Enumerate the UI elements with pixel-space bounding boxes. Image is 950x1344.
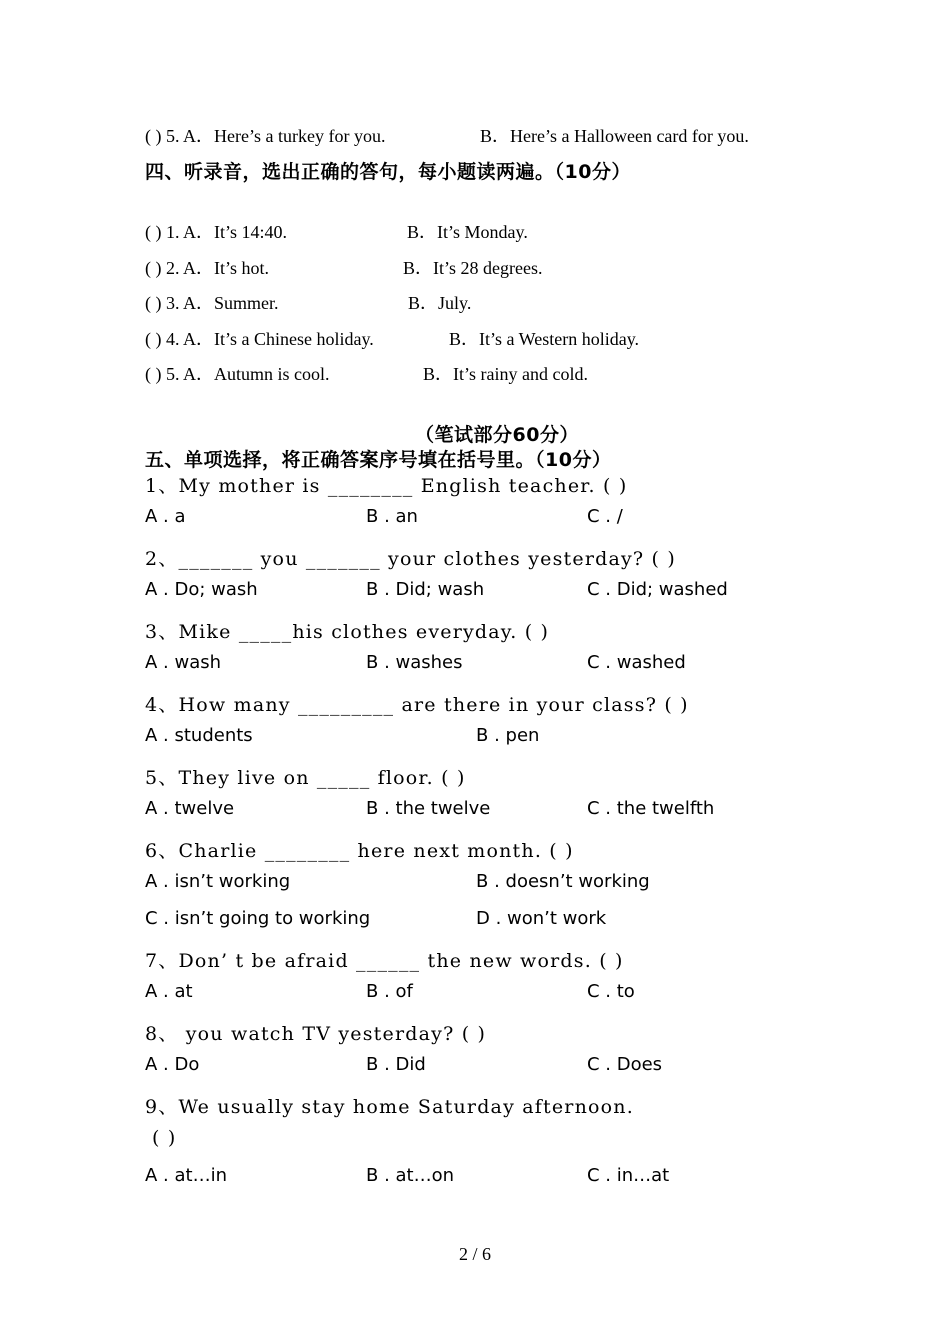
q7-option-b: B . of — [366, 981, 413, 1002]
listening-item-2-option-b: B．It’s 28 degrees. — [403, 258, 543, 278]
question-7: 7、Don’ t be afraid ______ the new words. ( ) — [145, 950, 624, 972]
answer-paren[interactable]: ( ) — [145, 258, 162, 278]
question-9: 9、We usually stay home Saturday afternoon. — [145, 1096, 634, 1118]
option-a: 2. A．It’s hot. — [166, 258, 270, 278]
written-part-title: （笔试部分60分） — [415, 424, 579, 446]
q2-option-b: B . Did; wash — [366, 579, 485, 600]
q9-option-a: A . at…in — [145, 1165, 227, 1186]
question-8: 8、 you watch TV yesterday? ( ) — [145, 1023, 487, 1045]
answer-paren[interactable]: ( ) — [145, 222, 162, 242]
answer-paren[interactable]: ( ) — [145, 364, 162, 384]
q3-option-a: A . wash — [145, 652, 222, 673]
option-a: 5. A．Autumn is cool. — [166, 364, 330, 384]
q2-option-a: A . Do; wash — [145, 579, 258, 600]
listening-item-5-option-b: B．It’s rainy and cold. — [423, 364, 588, 384]
q6-option-d: D . won’t work — [476, 908, 607, 929]
prev-question-5-option-b: B．Here’s a Halloween card for you. — [480, 126, 749, 146]
listening-item-4 — [145, 325, 374, 351]
listening-item-1 — [145, 218, 287, 244]
listening-item-2 — [145, 254, 269, 280]
q3-option-c: C . washed — [587, 652, 686, 673]
q4-option-a: A . students — [145, 725, 253, 746]
q6-option-c: C . isn’t going to working — [145, 908, 371, 929]
option-a: 3. A．Summer. — [166, 293, 279, 313]
q8-option-a: A . Do — [145, 1054, 200, 1075]
q8-option-c: C . Does — [587, 1054, 663, 1075]
q5-option-c: C . the twelfth — [587, 798, 715, 819]
listening-item-5 — [145, 360, 330, 386]
answer-paren[interactable]: ( ) — [145, 293, 162, 313]
question-3: 3、Mike _____his clothes everyday. ( ) — [145, 621, 550, 643]
q9-option-b: B . at…on — [366, 1165, 455, 1186]
q1-option-b: B . an — [366, 506, 418, 527]
q5-option-a: A . twelve — [145, 798, 235, 819]
listening-item-1-option-b: B．It’s Monday. — [407, 222, 528, 242]
question-5: 5、They live on _____ floor. ( ) — [145, 767, 466, 789]
option-a: 5. A．Here’s a turkey for you. — [166, 126, 386, 146]
q9-answer-paren[interactable]: ( ) — [152, 1127, 177, 1149]
prev-question-5 — [145, 122, 385, 148]
q4-option-b: B . pen — [476, 725, 540, 746]
q6-option-a: A . isn’t working — [145, 871, 291, 892]
listening-item-3-option-b: B．July. — [408, 293, 472, 313]
q5-option-b: B . the twelve — [366, 798, 491, 819]
q3-option-b: B . washes — [366, 652, 463, 673]
listening-item-3 — [145, 289, 279, 315]
question-2: 2、_______ you _______ your clothes yesterday? ( ) — [145, 548, 677, 570]
answer-paren[interactable]: ( ) — [145, 126, 162, 146]
q8-option-b: B . Did — [366, 1054, 426, 1075]
q7-option-a: A . at — [145, 981, 193, 1002]
q7-option-c: C . to — [587, 981, 635, 1002]
section-5-title: 五、单项选择，将正确答案序号填在括号里。（10分） — [145, 449, 612, 471]
option-a: 4. A．It’s a Chinese holiday. — [166, 329, 374, 349]
page-number: 2 / 6 — [458, 1244, 491, 1264]
q2-option-c: C . Did; washed — [587, 579, 728, 600]
q9-option-c: C . in…at — [587, 1165, 670, 1186]
answer-paren[interactable]: ( ) — [145, 329, 162, 349]
question-1: 1、My mother is ________ English teacher. ( ) — [145, 475, 628, 497]
q1-option-c: C . / — [587, 506, 623, 527]
question-6: 6、Charlie ________ here next month. ( ) — [145, 840, 574, 862]
q1-option-a: A . a — [145, 506, 186, 527]
q6-option-b: B . doesn’t working — [476, 871, 650, 892]
question-4: 4、How many _________ are there in your class? ( ) — [145, 694, 689, 716]
section-4-title: 四、听录音，选出正确的答句，每小题读两遍。（10分） — [145, 161, 631, 183]
listening-item-4-option-b: B．It’s a Western holiday. — [449, 329, 640, 349]
option-a: 1. A．It’s 14:40. — [166, 222, 288, 242]
